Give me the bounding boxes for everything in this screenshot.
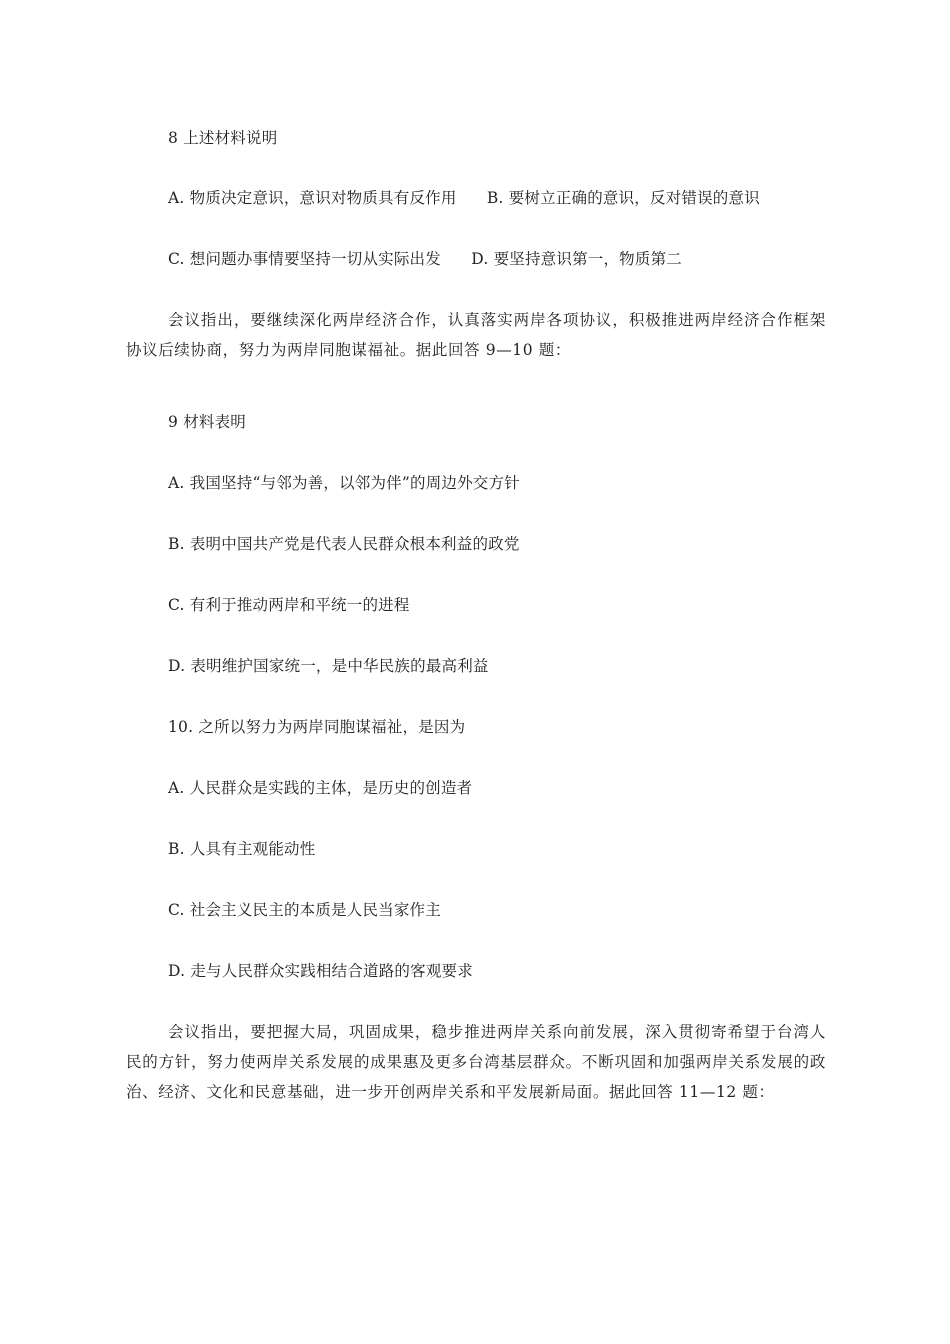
question-8-options-ab [168,188,760,208]
question-8-stem: 8 上述材料说明 [168,129,278,147]
question-9-option-b: B. 表明中国共产党是代表人民群众根本利益的政党 [168,535,520,553]
question-10-option-c: C. 社会主义民主的本质是人民当家作主 [168,901,441,919]
question-8-option-a: A. 物质决定意识，意识对物质具有反作用 [168,189,457,207]
question-9-option-c: C. 有利于推动两岸和平统一的进程 [168,596,410,614]
question-10-stem: 10. 之所以努力为两岸同胞谋福祉，是因为 [168,718,466,736]
question-10-option-a: A. 人民群众是实践的主体，是历史的创造者 [168,779,473,797]
question-8-options-cd [168,249,682,269]
material-paragraph-2: 会议指出，要把握大局，巩固成果，稳步推进两岸关系向前发展，深入贯彻寄希望于台湾人民的方针，努力使两岸关系发展的成果惠及更多台湾基层群众。不断巩固和加强两岸关系发展的政治、经济、文化和民意基础，进一步开创两岸关系和平发展新局面。据此回答 11—12 题： [126,1023,826,1101]
question-8-option-b: B. 要树立正确的意识，反对错误的意识 [486,189,760,207]
question-9-option-a: A. 我国坚持“与邻为善，以邻为伴”的周边外交方针 [168,474,520,492]
material-paragraph-1: 会议指出，要继续深化两岸经济合作，认真落实两岸各项协议，积极推进两岸经济合作框架协议后续协商，努力为两岸同胞谋福祉。据此回答 9—10 题： [126,311,826,359]
question-9-option-d: D. 表明维护国家统一，是中华民族的最高利益 [168,657,489,675]
question-10-option-b: B. 人具有主观能动性 [168,840,316,858]
question-8-option-d: D. 要坚持意识第一，物质第二 [471,250,682,268]
question-8-option-c: C. 想问题办事情要坚持一切从实际出发 [168,250,441,268]
question-10-option-d: D. 走与人民群众实践相结合道路的客观要求 [168,962,473,980]
question-9-stem: 9 材料表明 [168,413,246,431]
